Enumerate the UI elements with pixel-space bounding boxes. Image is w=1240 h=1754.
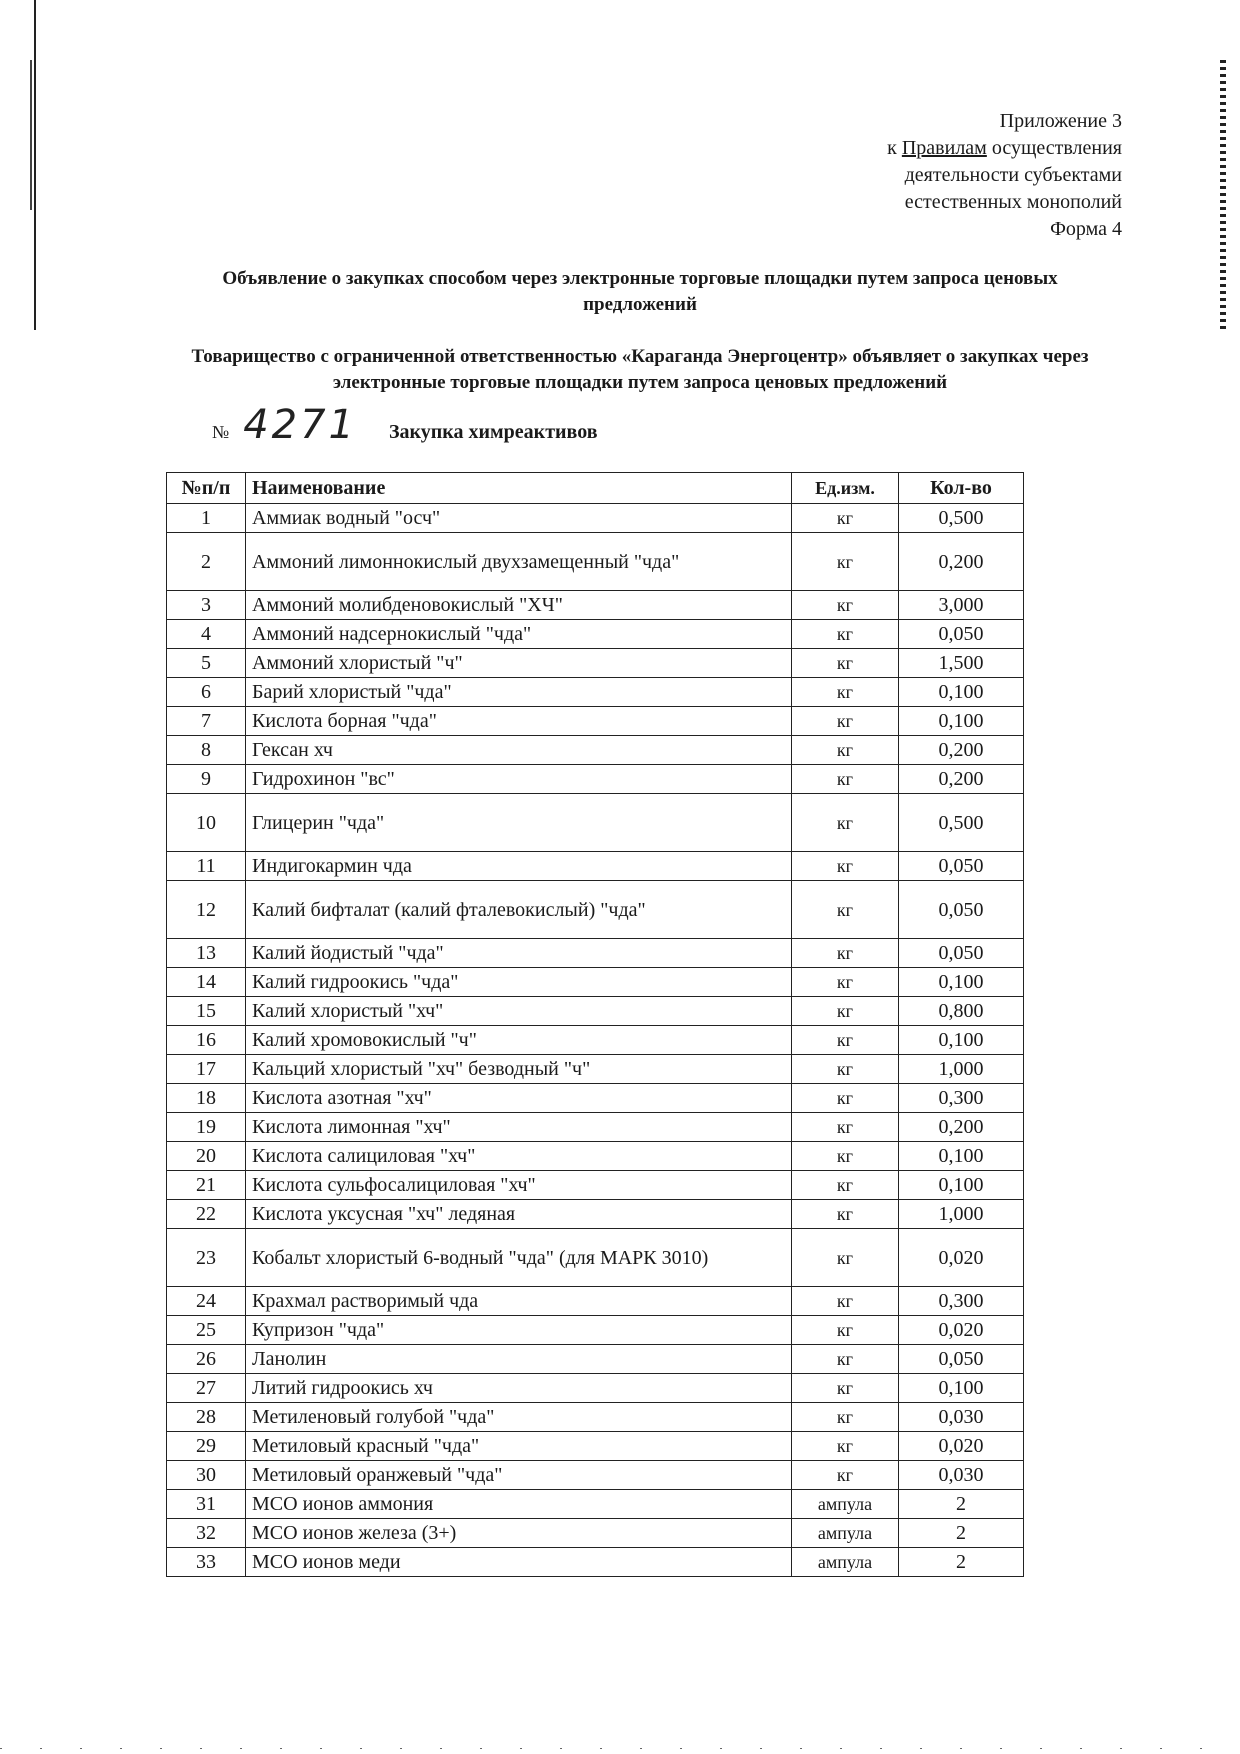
cell-unit: кг (792, 1316, 899, 1345)
cell-name: Кальций хлористый "хч" безводный "ч" (246, 1055, 792, 1084)
cell-num: 23 (167, 1229, 246, 1287)
table-row (167, 1171, 1024, 1200)
cell-num: 26 (167, 1345, 246, 1374)
cell-name: МСО ионов меди (246, 1548, 792, 1577)
cell-unit: кг (792, 1200, 899, 1229)
cell-qty: 0,100 (899, 707, 1024, 736)
cell-name: Купризон "чда" (246, 1316, 792, 1345)
table-row (167, 649, 1024, 678)
cell-num: 22 (167, 1200, 246, 1229)
purchase-number-line (212, 402, 598, 448)
cell-qty: 0,050 (899, 1345, 1024, 1374)
cell-num: 20 (167, 1142, 246, 1171)
cell-name: Крахмал растворимый чда (246, 1287, 792, 1316)
cell-name: Метиловый оранжевый "чда" (246, 1461, 792, 1490)
table-row (167, 1490, 1024, 1519)
cell-qty: 2 (899, 1490, 1024, 1519)
cell-num: 2 (167, 533, 246, 591)
table-row (167, 1026, 1024, 1055)
table-row (167, 1345, 1024, 1374)
cell-name: Калий бифталат (калий фталевокислый) "чда" (246, 881, 792, 939)
cell-unit: кг (792, 997, 899, 1026)
cell-name: Кислота салициловая "хч" (246, 1142, 792, 1171)
table-row (167, 1316, 1024, 1345)
cell-qty: 1,500 (899, 649, 1024, 678)
cell-num: 10 (167, 794, 246, 852)
table-row (167, 997, 1024, 1026)
cell-name: Кобальт хлористый 6-водный "чда" (для МАРК 3010) (246, 1229, 792, 1287)
cell-qty: 0,050 (899, 939, 1024, 968)
table-row (167, 852, 1024, 881)
cell-num: 9 (167, 765, 246, 794)
cell-qty: 0,050 (899, 881, 1024, 939)
cell-name: Аммиак водный "осч" (246, 504, 792, 533)
cell-unit: кг (792, 1055, 899, 1084)
cell-name: Аммоний хлористый "ч" (246, 649, 792, 678)
cell-unit: кг (792, 1403, 899, 1432)
cell-qty: 0,300 (899, 1287, 1024, 1316)
table-row (167, 1200, 1024, 1229)
cell-qty: 0,100 (899, 1142, 1024, 1171)
cell-num: 27 (167, 1374, 246, 1403)
appendix-line-3: деятельности субъектами (904, 164, 1122, 186)
cell-num: 19 (167, 1113, 246, 1142)
cell-name: Метиленовый голубой "чда" (246, 1403, 792, 1432)
cell-name: Кислота борная "чда" (246, 707, 792, 736)
cell-unit: кг (792, 504, 899, 533)
cell-num: 15 (167, 997, 246, 1026)
cell-name: Гексан хч (246, 736, 792, 765)
cell-num: 33 (167, 1548, 246, 1577)
table-row (167, 881, 1024, 939)
cell-unit: кг (792, 1229, 899, 1287)
appendix-line-4: естественных монополий (904, 191, 1122, 213)
cell-qty: 0,030 (899, 1461, 1024, 1490)
cell-qty: 1,000 (899, 1055, 1024, 1084)
cell-unit: кг (792, 1432, 899, 1461)
cell-num: 24 (167, 1287, 246, 1316)
table-row (167, 504, 1024, 533)
table-row (167, 591, 1024, 620)
table-row (167, 968, 1024, 997)
cell-name: Кислота сульфосалициловая "хч" (246, 1171, 792, 1200)
header-qty: Кол-во (899, 473, 1024, 504)
cell-num: 11 (167, 852, 246, 881)
appendix-line-5: Форма 4 (1050, 218, 1122, 240)
appendix-line-2-prefix: к (887, 137, 902, 159)
cell-unit: кг (792, 649, 899, 678)
cell-qty: 1,000 (899, 1200, 1024, 1229)
cell-num: 4 (167, 620, 246, 649)
table-row (167, 1287, 1024, 1316)
table-row (167, 1432, 1024, 1461)
cell-num: 14 (167, 968, 246, 997)
appendix-line-2 (887, 135, 1122, 162)
scan-edge-right (1220, 60, 1226, 330)
cell-qty: 0,200 (899, 533, 1024, 591)
cell-qty: 0,050 (899, 852, 1024, 881)
cell-name: Аммоний молибденовокислый "ХЧ" (246, 591, 792, 620)
cell-unit: кг (792, 968, 899, 997)
cell-qty: 0,500 (899, 504, 1024, 533)
cell-unit: кг (792, 1374, 899, 1403)
header-name: Наименование (246, 473, 792, 504)
cell-name: МСО ионов железа (3+) (246, 1519, 792, 1548)
cell-name: Кислота уксусная "хч" ледяная (246, 1200, 792, 1229)
cell-qty: 0,100 (899, 1171, 1024, 1200)
cell-unit: кг (792, 591, 899, 620)
appendix-line-1: Приложение 3 (999, 110, 1122, 132)
cell-qty: 0,050 (899, 620, 1024, 649)
table-row (167, 678, 1024, 707)
cell-qty: 0,020 (899, 1432, 1024, 1461)
cell-qty: 0,020 (899, 1229, 1024, 1287)
cell-unit: кг (792, 1171, 899, 1200)
cell-qty: 0,030 (899, 1403, 1024, 1432)
cell-num: 8 (167, 736, 246, 765)
cell-name: Калий йодистый "чда" (246, 939, 792, 968)
cell-num: 31 (167, 1490, 246, 1519)
cell-unit: кг (792, 765, 899, 794)
cell-name: Литий гидроокись хч (246, 1374, 792, 1403)
scan-edge-bottom (0, 1748, 1240, 1749)
cell-qty: 2 (899, 1519, 1024, 1548)
cell-unit: кг (792, 939, 899, 968)
table-header-row (167, 473, 1024, 504)
cell-name: Калий гидроокись "чда" (246, 968, 792, 997)
cell-num: 16 (167, 1026, 246, 1055)
cell-qty: 3,000 (899, 591, 1024, 620)
cell-num: 3 (167, 591, 246, 620)
cell-qty: 0,100 (899, 1026, 1024, 1055)
cell-qty: 0,100 (899, 968, 1024, 997)
cell-unit: кг (792, 794, 899, 852)
cell-name: Гидрохинон "вс" (246, 765, 792, 794)
cell-name: Метиловый красный "чда" (246, 1432, 792, 1461)
cell-qty: 0,100 (899, 678, 1024, 707)
table-row (167, 1461, 1024, 1490)
number-sign: № (212, 422, 230, 442)
scan-edge-left-secondary (30, 60, 32, 210)
cell-name: Калий хлористый "хч" (246, 997, 792, 1026)
header-num: №п/п (167, 473, 246, 504)
handwritten-number: 4271 (243, 402, 357, 448)
cell-qty: 0,020 (899, 1316, 1024, 1345)
rules-link[interactable]: Правилам (901, 137, 987, 159)
cell-qty: 0,500 (899, 794, 1024, 852)
cell-num: 6 (167, 678, 246, 707)
cell-num: 7 (167, 707, 246, 736)
table-row (167, 620, 1024, 649)
cell-unit: кг (792, 1026, 899, 1055)
cell-name: Барий хлористый "чда" (246, 678, 792, 707)
cell-name: Ланолин (246, 1345, 792, 1374)
cell-num: 21 (167, 1171, 246, 1200)
table-row (167, 1519, 1024, 1548)
cell-name: Аммоний надсернокислый "чда" (246, 620, 792, 649)
cell-name: Кислота азотная "хч" (246, 1084, 792, 1113)
cell-name: Кислота лимонная "хч" (246, 1113, 792, 1142)
cell-qty: 0,100 (899, 1374, 1024, 1403)
cell-unit: кг (792, 1142, 899, 1171)
table-row (167, 794, 1024, 852)
table-row (167, 736, 1024, 765)
cell-num: 32 (167, 1519, 246, 1548)
cell-num: 30 (167, 1461, 246, 1490)
table-row (167, 1403, 1024, 1432)
cell-num: 25 (167, 1316, 246, 1345)
table-row (167, 1113, 1024, 1142)
cell-qty: 0,200 (899, 736, 1024, 765)
header-unit: Ед.изм. (792, 473, 899, 504)
table-row (167, 1142, 1024, 1171)
items-table (166, 472, 1024, 1577)
cell-unit: кг (792, 881, 899, 939)
cell-unit: кг (792, 620, 899, 649)
table-row (167, 939, 1024, 968)
table-row (167, 1055, 1024, 1084)
cell-name: Аммоний лимоннокислый двухзамещенный "чда" (246, 533, 792, 591)
cell-unit: кг (792, 1084, 899, 1113)
cell-num: 12 (167, 881, 246, 939)
table-row (167, 707, 1024, 736)
cell-unit: кг (792, 707, 899, 736)
cell-qty: 0,200 (899, 1113, 1024, 1142)
cell-qty: 0,800 (899, 997, 1024, 1026)
cell-name: МСО ионов аммония (246, 1490, 792, 1519)
cell-name: Глицерин "чда" (246, 794, 792, 852)
cell-unit: кг (792, 736, 899, 765)
appendix-block (887, 108, 1122, 243)
scan-edge-left (34, 0, 36, 330)
table-row (167, 1548, 1024, 1577)
cell-unit: кг (792, 1287, 899, 1316)
table-row (167, 765, 1024, 794)
document-title: Объявление о закупках способом через электронные торговые площадки путем запроса ценовых предложений (222, 268, 1058, 315)
cell-num: 13 (167, 939, 246, 968)
cell-unit: ампула (792, 1548, 899, 1577)
cell-name: Калий хромовокислый "ч" (246, 1026, 792, 1055)
cell-unit: ампула (792, 1490, 899, 1519)
cell-qty: 0,300 (899, 1084, 1024, 1113)
cell-num: 17 (167, 1055, 246, 1084)
appendix-line-2-suffix: осуществления (986, 137, 1122, 159)
cell-unit: кг (792, 1461, 899, 1490)
table-row (167, 1084, 1024, 1113)
cell-unit: кг (792, 533, 899, 591)
announcement-text: Товарищество с ограниченной ответственностью «Караганда Энергоцентр» объявляет о закупках через электронные торговые площадки путем запроса ценовых предложений (191, 346, 1089, 393)
cell-unit: кг (792, 1345, 899, 1374)
cell-qty: 0,200 (899, 765, 1024, 794)
cell-num: 1 (167, 504, 246, 533)
cell-unit: ампула (792, 1519, 899, 1548)
cell-qty: 2 (899, 1548, 1024, 1577)
cell-num: 28 (167, 1403, 246, 1432)
table-row (167, 1229, 1024, 1287)
cell-unit: кг (792, 1113, 899, 1142)
cell-unit: кг (792, 852, 899, 881)
table-row (167, 1374, 1024, 1403)
cell-num: 18 (167, 1084, 246, 1113)
table-row (167, 533, 1024, 591)
cell-num: 5 (167, 649, 246, 678)
cell-name: Индигокармин чда (246, 852, 792, 881)
cell-num: 29 (167, 1432, 246, 1461)
cell-unit: кг (792, 678, 899, 707)
purchase-subject: Закупка химреактивов (388, 421, 598, 443)
